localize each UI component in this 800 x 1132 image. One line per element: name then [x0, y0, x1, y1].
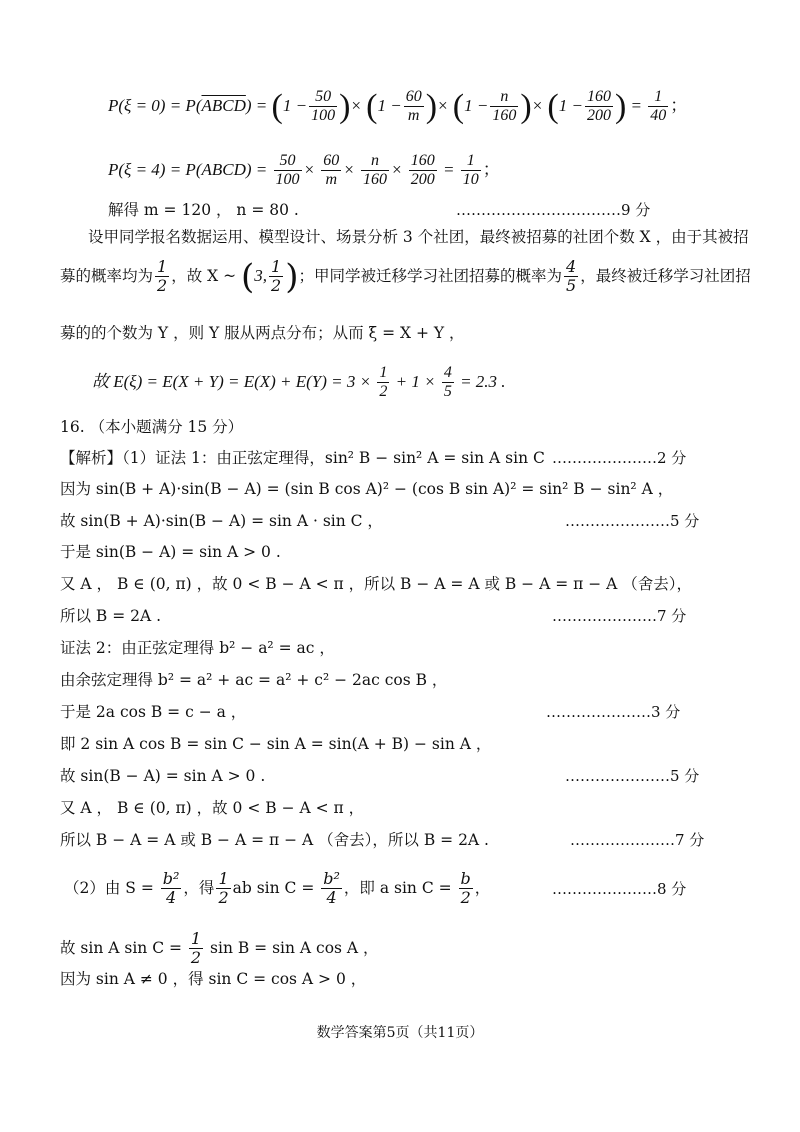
- q16-line-12: 又 A ， B ∈ (0, π) ，故 0 < B − A < π ，: [60, 799, 365, 817]
- score-5b: …………………5 分: [565, 767, 700, 785]
- q16-line-4: 于是 sin(B − A) = sin A > 0 .: [60, 543, 281, 561]
- q16-line-15: 故 sin A sin C = $\frac{1}{2}$ sin B = sin A cos A ，: [60, 929, 379, 968]
- q16-line-8: 由余弦定理得 b² = a² + ac = a² + c² − 2ac cos B ，: [60, 671, 448, 689]
- p2-frac-2: $\frac{1}{2}$: [218, 869, 229, 908]
- q16-part2-line: （2）由 S = $\frac{\text{b²}}{4}$ ，得 $\frac{1}{2}$ ab sin C = $\frac{\text{b²}}{4}$ ，即 a sin C = $\frac{b}{2}$ ，: [64, 869, 491, 908]
- score-2: …………………2 分: [552, 449, 687, 467]
- half-fraction: $\frac{1}{2}$: [157, 257, 168, 296]
- q16-line-7: 证法 2：由正弦定理得 b² − a² = ac ，: [60, 639, 335, 657]
- p0-head: P(ξ = 0) = P(: [108, 95, 202, 115]
- p4-frac-1: $\frac{50}{100}$: [275, 152, 300, 189]
- exp-frac-2: $\frac{4}{5}$: [443, 364, 452, 401]
- q16-line-10: 即 2 sin A cos B = sin C − sin A = sin(A + B) − sin A ，: [60, 735, 492, 753]
- p4-frac-4: $\frac{160}{200}$: [410, 152, 435, 189]
- p0-term-minus: 1 −: [282, 95, 308, 115]
- p0-frac-1: $\frac{50}{100}$: [311, 88, 336, 125]
- score-3: …………………3 分: [546, 703, 681, 721]
- q16-line-6: 所以 B = 2A .: [60, 607, 162, 625]
- p0-close: ) =: [245, 95, 268, 115]
- p2-frac-3: $\frac{\text{b²}}{4}$: [323, 869, 340, 908]
- score-9: ……………………………9 分: [456, 201, 651, 219]
- p0-term-minus: 1 −: [558, 95, 583, 115]
- p0-frac-3: $\frac{n}{160}$: [492, 88, 517, 125]
- p4-frac-3: $\frac{n}{160}$: [362, 152, 387, 189]
- p0-term-minus: 1 −: [464, 95, 489, 115]
- p0-term-minus: 1 −: [377, 95, 402, 115]
- p4-frac-2: $\frac{60}{m}$: [323, 152, 340, 189]
- q16-line-11: 故 sin(B − A) = sin A > 0 .: [60, 767, 266, 785]
- text-paragraph-2: 募的概率均为 $\frac{1}{2}$ ，故 X ~ (3, $\frac{1}{2}$ )；甲同学被迁移学习社团招募的概率为 $\frac{4}{5}$ ，最终被迁移学习社团招: [60, 256, 751, 297]
- p0-result: $\frac{1}{40}$: [650, 88, 667, 125]
- p0-equation: P(ξ = 0) = P(ABCD) = (1 − $\frac{50}{100}$ )× (1 − $\frac{60}{m}$ )× (1 − $\frac{n}{160}$ )× (1 − $\frac{160}{200}$ ) = $\frac{1}{40}$ ；: [108, 87, 688, 125]
- p4-result: $\frac{1}{10}$: [462, 152, 479, 189]
- score-5: …………………5 分: [565, 512, 700, 530]
- p2-frac-4: $\frac{b}{2}$: [460, 869, 471, 908]
- exp-frac-1: $\frac{1}{2}$: [379, 364, 388, 401]
- q16-line-3: 故 sin(B + A)·sin(B − A) = sin A · sin C ，: [60, 512, 383, 530]
- binom-p-fraction: $\frac{1}{2}$: [271, 257, 282, 296]
- text-paragraph-1: 设甲同学报名数据运用、模型设计、场景分析 3 个社团，最终被招募的社团个数 X ，由于其被招: [88, 228, 749, 246]
- transfer-fraction: $\frac{4}{5}$: [566, 257, 577, 296]
- p0-complement: ABCD: [201, 95, 246, 115]
- page-footer: 数学答案第5页（共11页）: [316, 1025, 484, 1041]
- q16-line-5: 又 A ， B ∈ (0, π) ，故 0 < B − A < π ，所以 B − A = A 或 B − A = π − A （舍去），: [60, 575, 693, 593]
- score-8: …………………8 分: [552, 880, 687, 898]
- p4-head: P(ξ = 4) = P(ABCD) =: [108, 159, 268, 179]
- expectation-equation: 故 E(ξ) = E(X + Y) = E(X) + E(Y) = 3 × $\frac{1}{2}$ + 1 × $\frac{4}{5}$ = 2.3 .: [92, 364, 506, 401]
- p4-equation: P(ξ = 4) = P(ABCD) = $\frac{50}{100}$ × $\frac{60}{m}$ × $\frac{n}{160}$ × $\frac{160}{200}$ = $\frac{1}{10}$ ；: [108, 152, 500, 189]
- score-7: …………………7 分: [552, 607, 687, 625]
- q16-line-1: 【解析】（1）证法 1：由正弦定理得，sin² B − sin² A = sin A sin C: [60, 449, 545, 467]
- p0-frac-4: $\frac{160}{200}$: [586, 88, 611, 125]
- q16-line-2: 因为 sin(B + A)·sin(B − A) = (sin B cos A)² − (cos B sin A)² = sin² B − sin² A ，: [60, 480, 674, 498]
- p2-frac-1: $\frac{\text{b²}}{4}$: [162, 869, 180, 908]
- text-paragraph-3: 募的的个数为 Y ，则 Y 服从两点分布；从而 ξ = X + Y ，: [60, 324, 465, 342]
- q16-line-16: 因为 sin A ≠ 0 ，得 sin C = cos A > 0 ，: [60, 970, 367, 988]
- p0-frac-2: $\frac{60}{m}$: [405, 88, 422, 125]
- l15-fraction: $\frac{1}{2}$: [190, 929, 202, 968]
- q16-title: 16. （本小题满分 15 分）: [60, 418, 244, 436]
- score-7b: …………………7 分: [570, 831, 705, 849]
- solve-line: 解得 m = 120 ， n = 80 .: [108, 201, 299, 219]
- q16-line-13: 所以 B − A = A 或 B − A = π − A （舍去），所以 B = 2A .: [60, 831, 489, 849]
- q16-line-9: 于是 2a cos B = c − a ，: [60, 703, 247, 721]
